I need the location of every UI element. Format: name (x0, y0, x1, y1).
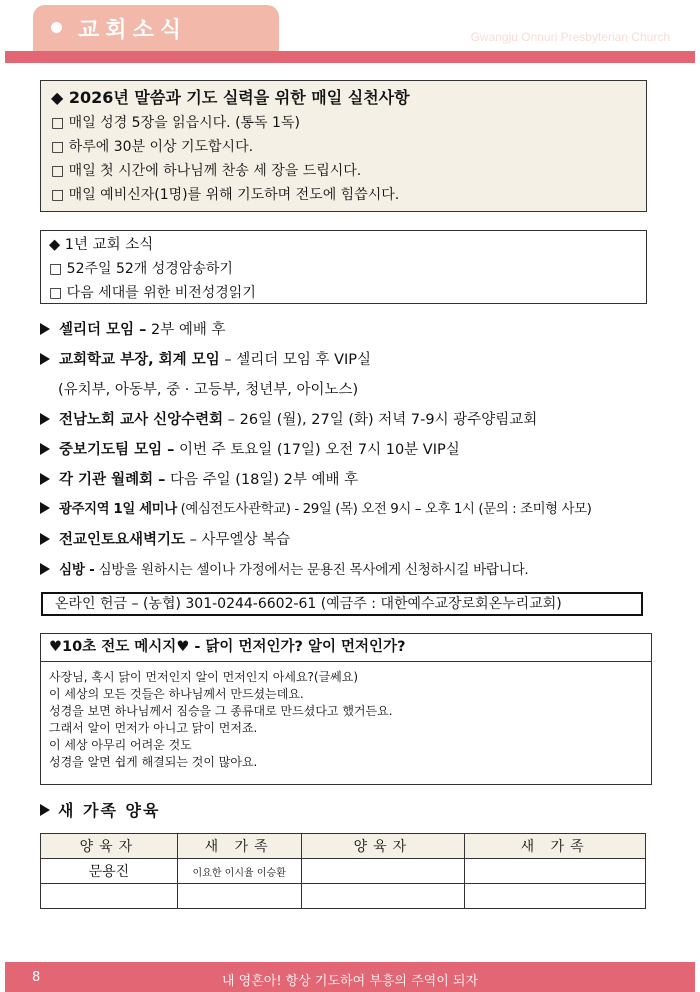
notice-item (40, 558, 528, 578)
table-header-row (41, 834, 646, 859)
notice-text: 다음 주일 (18일) 2부 예배 후 (165, 472, 359, 488)
notice-title: 전남노회 교사 신앙수련회 (59, 412, 224, 428)
table-cell (301, 859, 465, 884)
new-family-table (40, 833, 646, 909)
message-line: 그래서 알이 먼저가 아니고 닭이 먼저죠. (49, 721, 258, 735)
yearly-item: □ 다음 세대를 위한 비전성경읽기 (49, 285, 256, 301)
new-family-title-text: 새 가족 양육 (58, 801, 161, 820)
table-cell (177, 884, 301, 909)
table-cell (41, 884, 178, 909)
notice-item (40, 528, 290, 549)
notice-text: – 26일 (월), 27일 (화) 저녁 7-9시 광주양림교회 (223, 412, 538, 428)
table-header: 양육자 (301, 834, 465, 859)
notice-text: 2부 예배 후 (146, 322, 226, 338)
notice-text: (예심전도사관학교) - 29일 (목) 오전 9시 – 오후 1시 (문의 : 조미형 사모) (176, 502, 592, 517)
notice-item (40, 438, 460, 459)
table-header: 양육자 (41, 834, 178, 859)
practice-item: □ 매일 첫 시간에 하나님께 찬송 세 장을 드립시다. (51, 163, 362, 179)
notice-item (40, 498, 591, 517)
evangelism-body (41, 662, 651, 778)
evangelism-title: ♥10초 전도 메시지♥ - 닭이 먼저인가? 알이 먼저인가? (41, 634, 651, 662)
table-cell (301, 884, 465, 909)
notice-text: 이번 주 토요일 (17일) 오전 7시 10분 VIP실 (174, 442, 460, 458)
notice-text: 심방을 원하시는 셀이나 가정에서는 문용진 목사에게 신청하시길 바랍니다. (94, 562, 529, 578)
table-header: 새 가족 (177, 834, 301, 859)
page-number: 8 (32, 970, 41, 985)
triangle-bullet-icon (40, 323, 50, 335)
message-line: 성경을 알면 쉽게 해결되는 것이 많아요. (49, 755, 258, 769)
table-row (41, 859, 646, 884)
triangle-bullet-icon (40, 563, 50, 575)
yearly-item: □ 52주일 52개 성경암송하기 (49, 261, 233, 277)
notice-item (40, 318, 225, 339)
message-line: 성경을 보면 하나님께서 짐승을 그 종류대로 만드셨다고 했거든요. (49, 704, 393, 718)
practice-item: □ 매일 예비신자(1명)를 위해 기도하며 전도에 힘씁시다. (51, 187, 400, 203)
notice-item (40, 468, 358, 489)
table-cell (465, 859, 646, 884)
notice-title: 각 기관 월례회 – (59, 472, 166, 488)
triangle-bullet-icon (40, 473, 50, 485)
online-offering-info: 온라인 헌금 – (농협) 301-0244-6602-61 (예금주 : 대한예수교장로회온누리교회) (41, 592, 643, 616)
yearly-news-title: ◆ 1년 교회 소식 (49, 237, 154, 253)
table-cell (465, 884, 646, 909)
notice-title: 심방 - (59, 562, 95, 578)
notice-title: 중보기도팀 모임 – (59, 442, 175, 458)
notice-title: 교회학교 부장, 회계 모임 (59, 352, 220, 368)
notice-title: 셀리더 모임 – (59, 322, 147, 338)
practice-item: □ 하루에 30분 이상 기도합시다. (51, 139, 254, 155)
section-header-tab (33, 5, 279, 51)
message-line: 이 세상의 모든 것들은 하나님께서 만드셨는데요. (49, 687, 304, 701)
message-line: 이 세상 아무리 어려운 것도 (49, 738, 192, 752)
daily-practice-box (40, 80, 647, 212)
daily-practice-title: ◆ 2026년 말씀과 기도 실력을 위한 매일 실천사항 (51, 88, 410, 107)
notice-item (40, 408, 537, 429)
triangle-bullet-icon (40, 804, 50, 816)
practice-item: □ 매일 성경 5장을 읽읍시다. (통독 1독) (51, 115, 300, 131)
table-cell: 이요한 이시율 이승환 (177, 859, 301, 884)
table-header: 새 가족 (465, 834, 646, 859)
triangle-bullet-icon (40, 502, 50, 514)
notice-item (40, 348, 371, 369)
church-name: Gwangju Onnuri Presbyterian Church (470, 30, 670, 44)
notice-title: 광주지역 1일 세미나 (59, 502, 177, 517)
triangle-bullet-icon (40, 443, 50, 455)
message-line: 사장님, 혹시 닭이 먼저인지 알이 먼저인지 아세요?(글쎄요) (49, 670, 359, 684)
table-cell: 문용진 (41, 859, 178, 884)
footer-motto: 내 영혼아! 항상 기도하여 부흥의 주역이 되자 (221, 974, 479, 989)
table-row (41, 884, 646, 909)
new-family-section-title (40, 798, 160, 821)
triangle-bullet-icon (40, 353, 50, 365)
notice-text: – 사무엘상 복습 (185, 532, 291, 548)
header-bar (5, 51, 695, 63)
notice-subtext: (유치부, 아동부, 중 · 고등부, 청년부, 아이노스) (58, 382, 359, 398)
triangle-bullet-icon (40, 533, 50, 545)
evangelism-message-box (40, 633, 652, 785)
yearly-news-box (40, 230, 647, 304)
bullet-icon (51, 22, 62, 33)
section-title: 교회소식 (78, 18, 188, 43)
triangle-bullet-icon (40, 413, 50, 425)
notice-title: 전교인토요새벽기도 (59, 532, 186, 548)
notice-text: – 셀리더 모임 후 VIP실 (219, 352, 372, 368)
